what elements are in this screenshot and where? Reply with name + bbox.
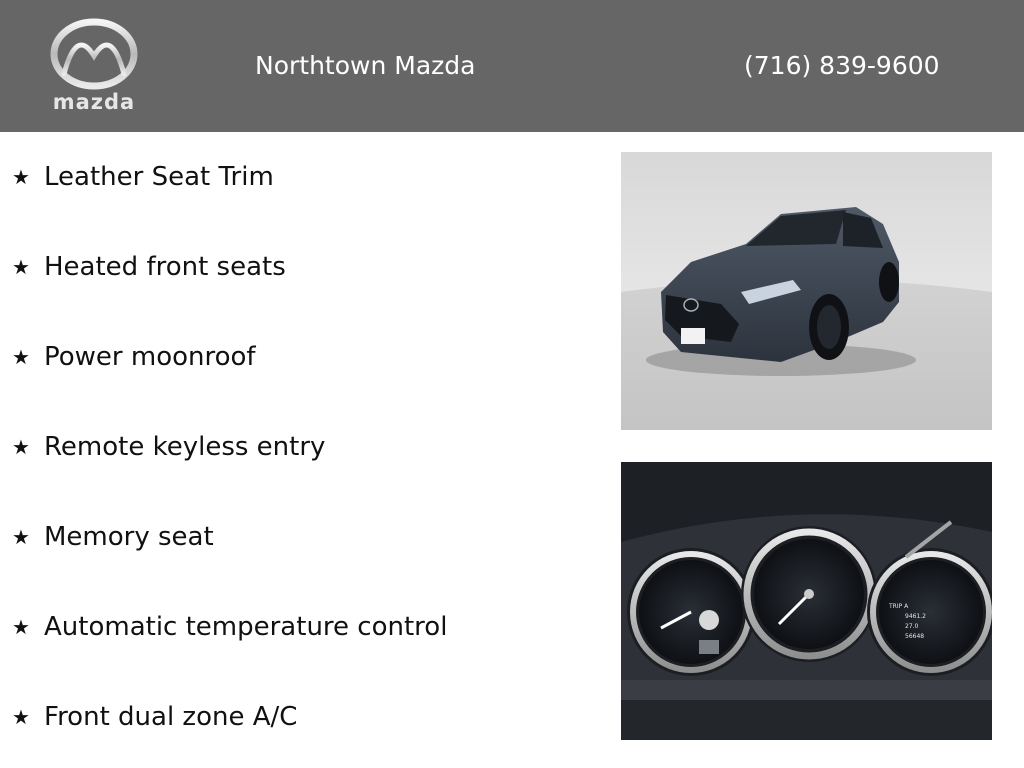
- feature-label: Memory seat: [44, 522, 214, 552]
- star-icon: ★: [12, 255, 30, 279]
- feature-item: [12, 700, 592, 768]
- vehicle-exterior-photo[interactable]: [621, 152, 992, 430]
- trip-value: 9461.2: [905, 613, 926, 620]
- star-icon: ★: [12, 345, 30, 369]
- star-icon: ★: [12, 435, 30, 459]
- trip-label: TRIP A: [889, 603, 909, 610]
- phone-number[interactable]: (716) 839-9600: [744, 51, 940, 80]
- feature-label: Remote keyless entry: [44, 432, 326, 462]
- star-icon: ★: [12, 615, 30, 639]
- star-icon: ★: [12, 165, 30, 189]
- feature-label: Automatic temperature control: [44, 612, 448, 642]
- star-icon: ★: [12, 705, 30, 729]
- instrument-cluster-photo[interactable]: [621, 462, 992, 740]
- feature-item: [12, 160, 592, 250]
- odometer-value: 56648: [905, 633, 925, 640]
- feature-item: [12, 610, 592, 700]
- header-bar: [0, 0, 1024, 132]
- feature-item: [12, 520, 592, 610]
- gauge-cluster-illustration: [621, 462, 992, 740]
- feature-label: Leather Seat Trim: [44, 162, 274, 192]
- feature-list: [12, 160, 592, 768]
- feature-item: [12, 430, 592, 520]
- feature-label: Front dual zone A/C: [44, 702, 298, 732]
- car-illustration: [621, 152, 992, 430]
- feature-label: Power moonroof: [44, 342, 256, 372]
- star-icon: ★: [12, 525, 30, 549]
- dealer-name[interactable]: Northtown Mazda: [255, 51, 476, 80]
- mazda-emblem-icon: [42, 18, 146, 90]
- avg-value: 27.0: [905, 623, 919, 630]
- feature-item: [12, 340, 592, 430]
- feature-item: [12, 250, 592, 340]
- mazda-wordmark: mazda: [52, 90, 136, 114]
- feature-label: Heated front seats: [44, 252, 286, 282]
